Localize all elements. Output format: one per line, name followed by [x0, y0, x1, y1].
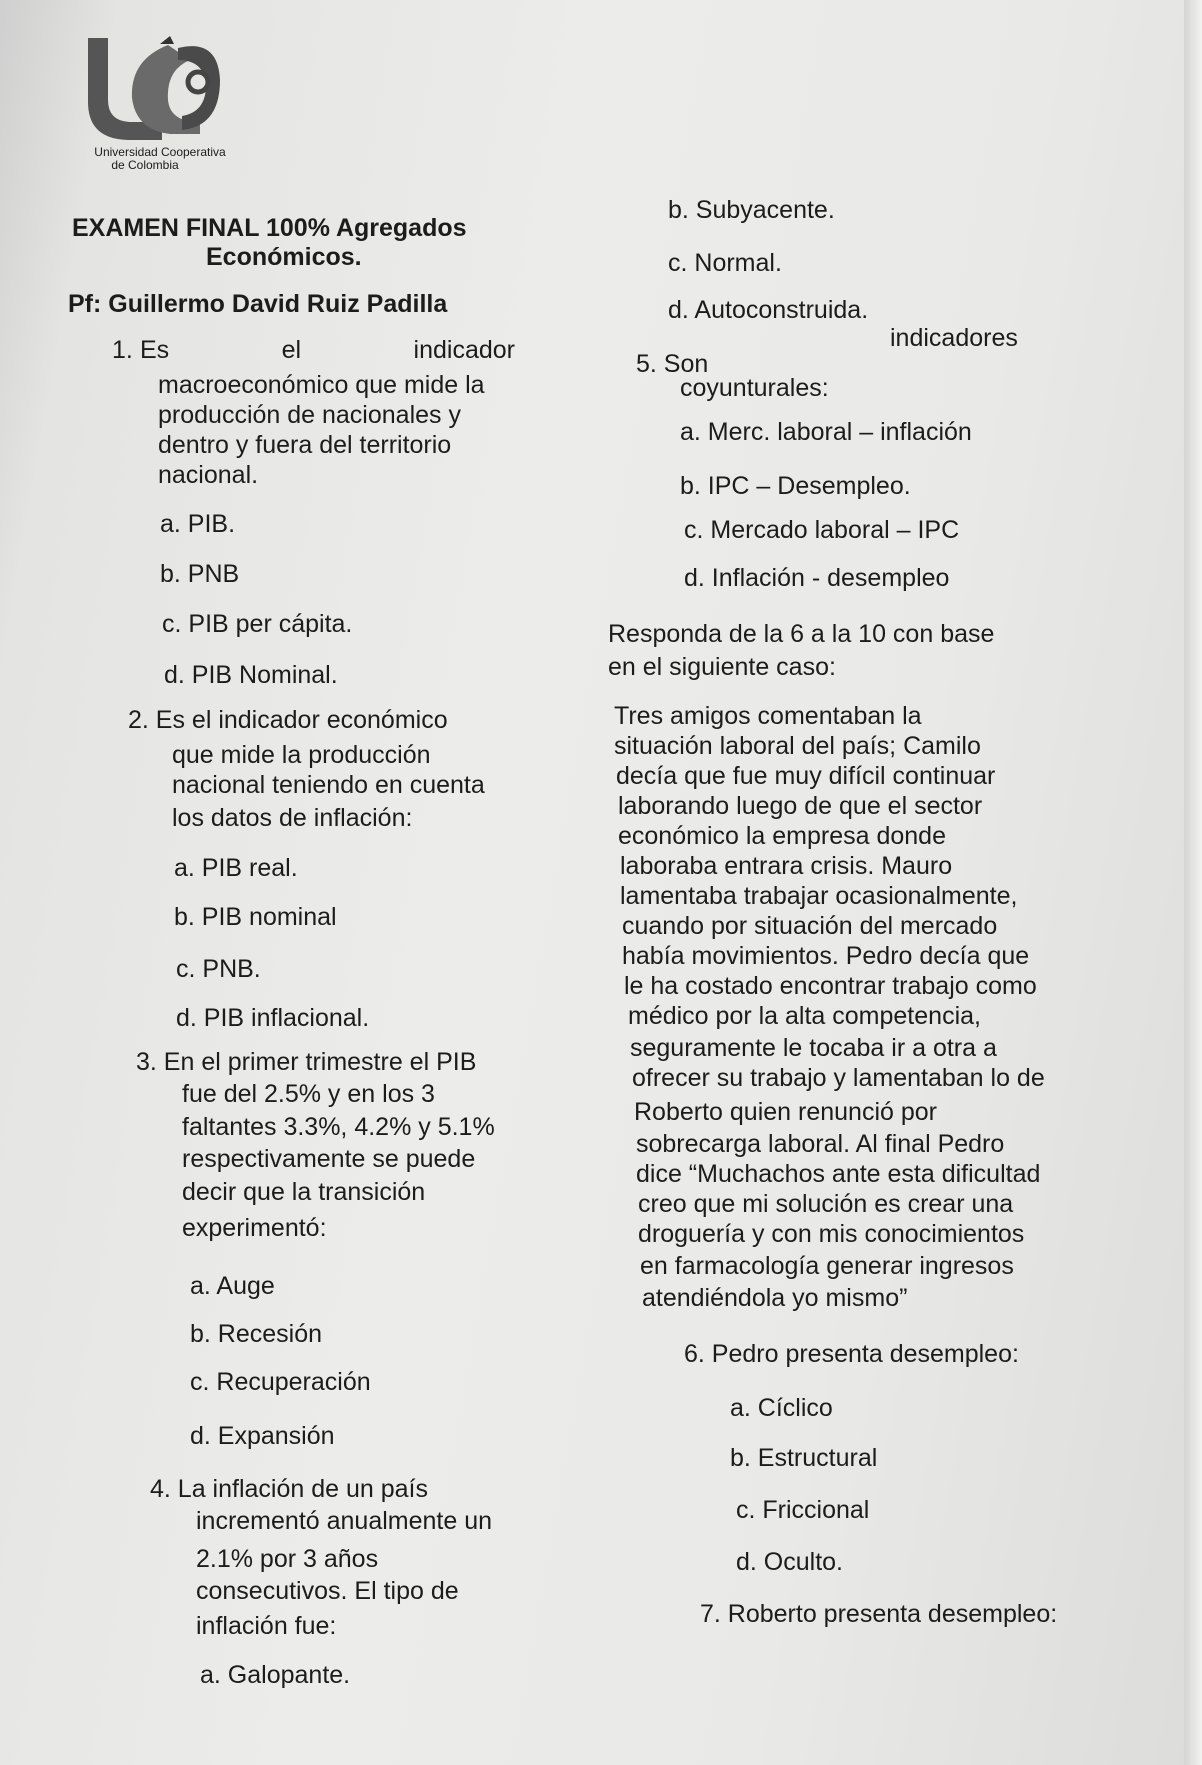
case-line-17: creo que mi solución es crear una	[638, 1190, 1014, 1218]
case-line-13: ofrecer su trabajo y lamentaban lo de	[632, 1064, 1045, 1092]
q4-option-c: c. Normal.	[668, 249, 782, 277]
case-line-19: en farmacología generar ingresos	[640, 1252, 1014, 1280]
q1-option-c: c. PIB per cápita.	[162, 610, 353, 638]
q6-option-b: b. Estructural	[730, 1444, 878, 1472]
q5-line2: coyunturales:	[680, 374, 829, 402]
logo-text-line1: Universidad Cooperativa	[94, 145, 226, 159]
q5-line1-right: indicadores	[890, 324, 1018, 352]
q6-option-a: a. Cíclico	[730, 1394, 833, 1422]
q4-option-a: a. Galopante.	[200, 1661, 351, 1689]
q6-option-c: c. Friccional	[736, 1496, 870, 1524]
q3-option-d: d. Expansión	[190, 1422, 335, 1450]
page-edge	[1184, 0, 1202, 1765]
q2-line1: 2. Es el indicador económico	[128, 706, 448, 734]
q1-line5: nacional.	[158, 461, 259, 489]
q1-option-b: b. PNB	[160, 560, 240, 588]
q7-stem: 7. Roberto presenta desempleo:	[700, 1600, 1058, 1628]
professor-name: Pf: Guillermo David Ruiz Padilla	[68, 290, 448, 318]
case-line-7: lamentaba trabajar ocasionalmente,	[620, 882, 1018, 910]
case-line-20: atendiéndola yo mismo”	[642, 1284, 908, 1312]
q3-line5: decir que la transición	[182, 1178, 426, 1206]
q3-option-a: a. Auge	[190, 1272, 275, 1300]
case-line-12: seguramente le tocaba ir a otra a	[630, 1034, 997, 1062]
q1-line2: macroeconómico que mide la	[158, 371, 485, 399]
q4-line3: 2.1% por 3 años	[196, 1545, 379, 1573]
q4-line2: incrementó anualmente un	[196, 1507, 493, 1535]
q6-option-d: d. Oculto.	[736, 1548, 843, 1576]
q1-line1	[140, 336, 515, 365]
q5-option-a: a. Merc. laboral – inflación	[680, 418, 972, 446]
q2-line4: los datos de inflación:	[172, 804, 413, 832]
q3-line1: 3. En el primer trimestre el PIB	[136, 1048, 477, 1076]
q4-option-b: b. Subyacente.	[668, 196, 835, 224]
case-line-8: cuando por situación del mercado	[622, 912, 998, 940]
case-line-14: Roberto quien renunció por	[634, 1098, 937, 1126]
q5-option-b: b. IPC – Desempleo.	[680, 472, 911, 500]
q6-stem: 6. Pedro presenta desempleo:	[684, 1340, 1019, 1368]
exam-title: EXAMEN FINAL 100% Agregados	[72, 214, 467, 242]
exam-title-cont: Económicos.	[206, 243, 362, 271]
logo-text-line2: de Colombia	[111, 158, 179, 172]
case-line-4: laborando luego de que el sector	[618, 792, 983, 820]
case-intro-line1: Responda de la 6 a la 10 con base	[608, 620, 995, 648]
case-line-10: le ha costado encontrar trabajo como	[624, 972, 1037, 1000]
q2-line2: que mide la producción	[172, 741, 431, 769]
q1-option-a: a. PIB.	[160, 510, 236, 538]
q3-option-b: b. Recesión	[190, 1320, 323, 1348]
case-line-15: sobrecarga laboral. Al final Pedro	[636, 1130, 1005, 1158]
q4-line4: consecutivos. El tipo de	[196, 1577, 459, 1605]
case-line-11: médico por la alta competencia,	[628, 1002, 981, 1030]
q3-line6: experimentó:	[182, 1214, 327, 1242]
q1-line4: dentro y fuera del territorio	[158, 431, 452, 459]
case-line-1: Tres amigos comentaban la	[614, 702, 922, 730]
case-line-5: económico la empresa donde	[618, 822, 946, 850]
case-intro-line2: en el siguiente caso:	[608, 653, 836, 681]
q5-line1-left: 5. Son	[636, 350, 709, 378]
q3-option-c: c. Recuperación	[190, 1368, 371, 1396]
q1-line3: producción de nacionales y	[158, 401, 461, 429]
case-line-16: dice “Muchachos ante esta dificultad	[636, 1160, 1041, 1188]
q1-number: 1.	[112, 336, 133, 364]
q4-option-d: d. Autoconstruida.	[668, 296, 869, 324]
q5-option-d: d. Inflación - desempleo	[684, 564, 950, 592]
case-line-2: situación laboral del país; Camilo	[614, 732, 981, 760]
case-line-9: había movimientos. Pedro decía que	[622, 942, 1030, 970]
q2-line3: nacional teniendo en cuenta	[172, 771, 485, 799]
q1-word-indicador: indicador	[413, 336, 515, 364]
q3-line4: respectivamente se puede	[182, 1145, 476, 1173]
case-line-18: droguería y con mis conocimientos	[638, 1220, 1025, 1248]
q3-line3: faltantes 3.3%, 4.2% y 5.1%	[182, 1113, 495, 1141]
q2-option-d: d. PIB inflacional.	[176, 1004, 370, 1032]
q1-option-d: d. PIB Nominal.	[164, 661, 338, 689]
q2-option-b: b. PIB nominal	[174, 903, 337, 931]
q5-option-c: c. Mercado laboral – IPC	[684, 516, 960, 544]
q1-word-es: Es	[140, 336, 170, 364]
q4-line5: inflación fue:	[196, 1612, 337, 1640]
q2-option-a: a. PIB real.	[174, 854, 298, 882]
case-line-3: decía que fue muy difícil continuar	[616, 762, 996, 790]
q1-word-el: el	[281, 336, 302, 364]
q4-line1: 4. La inflación de un país	[150, 1475, 428, 1503]
case-line-6: laboraba entrara crisis. Mauro	[620, 852, 953, 880]
q3-line2: fue del 2.5% y en los 3	[182, 1080, 435, 1108]
q2-option-c: c. PNB.	[176, 955, 261, 983]
